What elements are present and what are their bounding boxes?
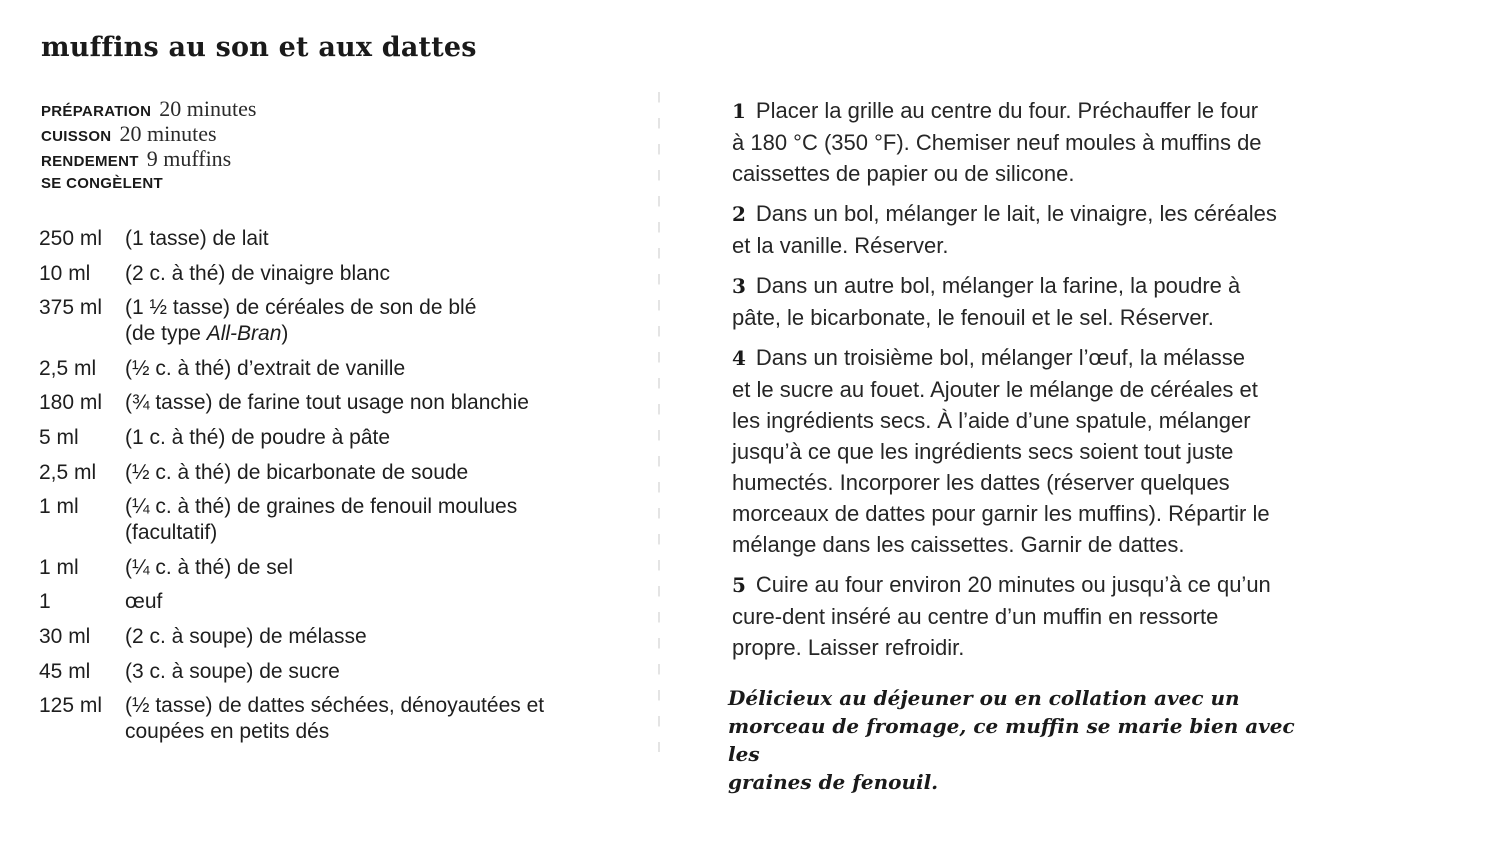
ingredient-qty: 250 ml (39, 227, 103, 250)
ingredient-row (39, 295, 639, 347)
step-line: les ingrédients secs. À l’aide d’une spatule, mélanger (732, 408, 1251, 433)
ingredient-desc: (3 c. à soupe) de sucre (125, 659, 340, 683)
step-line: morceaux de dattes pour garnir les muffins). Répartir le (732, 501, 1270, 526)
meta-label: SE CONGÈLENT (41, 175, 163, 192)
ingredient-qty: 1 (39, 590, 51, 614)
ingredient-desc (125, 494, 639, 546)
meta-preparation (41, 96, 601, 121)
meta-label: CUISSON (41, 128, 112, 145)
step-2 (732, 198, 1312, 261)
ingredient-qty: 1 ml (39, 495, 79, 519)
ingredient-qty: 1 ml (39, 555, 79, 579)
step-line: à 180 °C (350 °F). Chemiser neuf moules à muffins de (732, 130, 1262, 155)
ingredient-desc-close: ) (281, 322, 289, 346)
ingredient-desc: (¼ c. à thé) de sel (125, 555, 294, 579)
ingredient-desc: (2 c. à thé) de vinaigre blanc (125, 261, 390, 285)
step-1 (732, 95, 1312, 189)
step-line: pâte, le bicarbonate, le fenouil et le sel. Réserver. (732, 305, 1214, 330)
ingredient-qty: 180 ml (39, 391, 103, 415)
brand-name: All-Bran (206, 322, 282, 346)
step-line: mélange dans les caissettes. Garnir de dattes. (732, 532, 1185, 557)
step-number: 5 (732, 573, 746, 597)
ingredient-row (39, 624, 639, 650)
step-line: propre. Laisser refroidir. (732, 635, 965, 660)
meta-cuisson (41, 121, 601, 146)
note-line: morceau de fromage, ce muffin se marie bien avec les (728, 714, 1295, 766)
meta-label: PRÉPARATION (41, 103, 152, 120)
step-line: Cuire au four environ 20 minutes ou jusqu’à ce qu’un (755, 572, 1271, 597)
meta-value: 20 minutes (119, 121, 217, 146)
step-line: et le sucre au fouet. Ajouter le mélange de céréales et (732, 377, 1258, 402)
ingredient-desc-line: (¼ c. à thé) de graines de fenouil moulues (125, 495, 518, 519)
ingredient-desc-line: coupées en petits dés (125, 720, 330, 744)
ingredient-row (39, 693, 639, 745)
step-number: 2 (732, 202, 746, 226)
ingredient-qty: 5 ml (39, 425, 79, 449)
ingredient-qty: 2,5 ml (39, 356, 97, 380)
ingredient-qty: 10 ml (39, 261, 91, 285)
step-line: Dans un bol, mélanger le lait, le vinaigre, les céréales (755, 201, 1277, 226)
recipe-meta (41, 96, 601, 196)
ingredient-row (39, 226, 639, 252)
ingredient-desc-line: (de type (125, 322, 207, 346)
ingredient-desc (125, 693, 639, 745)
step-5 (732, 569, 1312, 663)
ingredient-qty: 45 ml (39, 659, 91, 683)
steps-list (732, 95, 1312, 672)
step-number: 4 (732, 346, 746, 370)
meta-value: 9 muffins (146, 146, 232, 171)
recipe-title: muffins au son et aux dattes (41, 32, 477, 63)
step-number: 1 (732, 99, 746, 123)
step-line: cure-dent inséré au centre d’un muffin en ressorte (732, 604, 1219, 629)
step-3 (732, 270, 1312, 333)
serving-note (728, 684, 1318, 796)
ingredient-row (39, 494, 639, 546)
ingredient-row (39, 589, 639, 615)
meta-value: 20 minutes (159, 96, 257, 121)
ingredient-row (39, 356, 639, 382)
ingredient-desc-line: (1 ½ tasse) de céréales de son de blé (125, 296, 477, 320)
ingredient-row (39, 460, 639, 486)
note-line: Délicieux au déjeuner ou en collation avec un (728, 686, 1240, 710)
step-line: Placer la grille au centre du four. Préchauffer le four (755, 98, 1259, 123)
step-number: 3 (732, 274, 746, 298)
ingredient-desc: (2 c. à soupe) de mélasse (125, 624, 367, 648)
ingredient-desc: (¾ tasse) de farine tout usage non blanchie (125, 391, 529, 415)
step-line: et la vanille. Réserver. (732, 233, 949, 258)
step-line: humectés. Incorporer les dattes (réserver quelques (732, 470, 1230, 495)
meta-label: RENDEMENT (41, 153, 139, 170)
ingredient-desc-line: (facultatif) (125, 521, 218, 545)
step-line: Dans un autre bol, mélanger la farine, la poudre à (755, 273, 1241, 298)
ingredient-desc: œuf (125, 590, 163, 614)
ingredient-desc: (½ c. à thé) d’extrait de vanille (125, 356, 406, 380)
ingredient-qty: 375 ml (39, 296, 103, 320)
ingredient-desc (125, 295, 639, 347)
ingredient-qty: 125 ml (39, 694, 103, 718)
ingredient-desc: (1 tasse) de lait (125, 227, 269, 250)
ingredient-qty: 30 ml (39, 624, 91, 648)
step-4 (732, 342, 1312, 560)
step-line: jusqu’à ce que les ingrédients secs soient tout juste (732, 439, 1234, 464)
ingredient-desc-line: (½ tasse) de dattes séchées, dénoyautées et (125, 694, 545, 718)
ingredient-row (39, 555, 639, 581)
note-line: graines de fenouil. (728, 770, 939, 794)
step-line: caissettes de papier ou de silicone. (732, 161, 1075, 186)
ingredient-list (39, 226, 639, 754)
ingredient-desc: (1 c. à thé) de poudre à pâte (125, 425, 391, 449)
ingredient-row (39, 390, 639, 416)
ingredient-qty: 2,5 ml (39, 460, 97, 484)
ingredient-desc: (½ c. à thé) de bicarbonate de soude (125, 460, 469, 484)
meta-congelent (41, 171, 601, 196)
column-divider (658, 92, 660, 752)
step-line: Dans un troisième bol, mélanger l’œuf, la mélasse (755, 345, 1246, 370)
ingredient-row (39, 261, 639, 287)
meta-rendement (41, 146, 601, 171)
ingredient-row (39, 659, 639, 685)
ingredient-row (39, 425, 639, 451)
